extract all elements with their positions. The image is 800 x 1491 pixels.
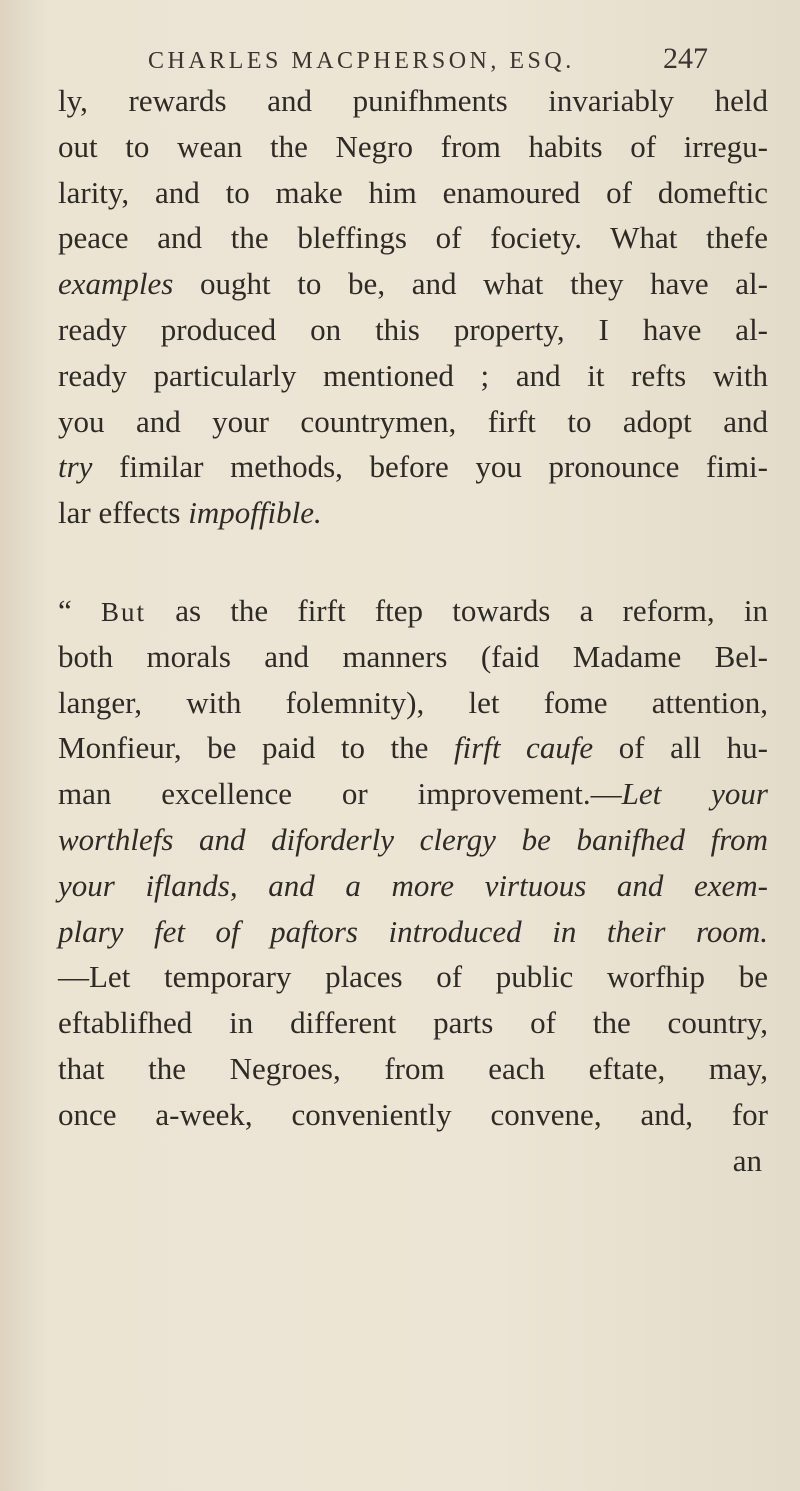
italic-text: impoffible.: [188, 495, 322, 531]
italic-text: your iflands, and a more virtuous and exem-: [58, 867, 768, 903]
text-line: peace and the bleffings of fociety. What thefe: [58, 220, 768, 256]
text-line: eftablifhed in different parts of the country,: [58, 1005, 768, 1041]
text-line: lar effects impoffible.: [58, 495, 322, 531]
text-line: [58, 909, 768, 955]
italic-text: plary fet of paftors introduced in their room.: [58, 913, 768, 949]
text-line: man excellence or improvement.—Let your: [58, 776, 768, 812]
text-line: examples ought to be, and what they have al-: [58, 266, 768, 302]
text-line: “ But as the firft ftep towards a reform, in: [58, 592, 768, 628]
text-line: try fimilar methods, before you pronounce fimi-: [58, 449, 768, 485]
text-line: that the Negroes, from each eftate, may,: [58, 1050, 768, 1086]
italic-text: Let your: [621, 776, 768, 812]
catchword: an: [732, 1142, 762, 1178]
italic-text: examples: [58, 266, 174, 302]
running-title: CHARLES MACPHERSON, ESQ.: [148, 48, 575, 74]
text-line: both morals and manners (faid Madame Bel-: [58, 638, 768, 674]
small-caps-text: But: [100, 596, 146, 627]
text-line: [58, 817, 768, 863]
body-text: [58, 78, 768, 1183]
paragraph-gap: [58, 536, 768, 588]
text-line: ready produced on this property, I have al-: [58, 311, 768, 347]
page-number: 247: [663, 42, 708, 75]
text-line: [58, 863, 768, 909]
italic-text: worthlefs and diforderly clergy be banifhed from: [58, 821, 768, 857]
text-line: larity, and to make him enamoured of domeftic: [58, 174, 768, 210]
text-line: langer, with folemnity), let fome attention,: [58, 684, 768, 720]
text-line: —Let temporary places of public worfhip be: [58, 959, 768, 995]
text-line: ready particularly mentioned ; and it refts with: [58, 357, 768, 393]
italic-text: try: [58, 449, 93, 485]
text-line: once a-week, conveniently convene, and, for: [58, 1096, 768, 1132]
text-line: you and your countrymen, firft to adopt and: [58, 403, 768, 439]
text-line: out to wean the Negro from habits of irregu-: [58, 128, 768, 164]
text-line: ly, rewards and punifhments invariably held: [58, 83, 768, 118]
italic-text: firft caufe: [453, 730, 594, 766]
running-head: [148, 42, 708, 82]
text-line: Monfieur, be paid to the firft caufe of all hu-: [58, 730, 768, 766]
